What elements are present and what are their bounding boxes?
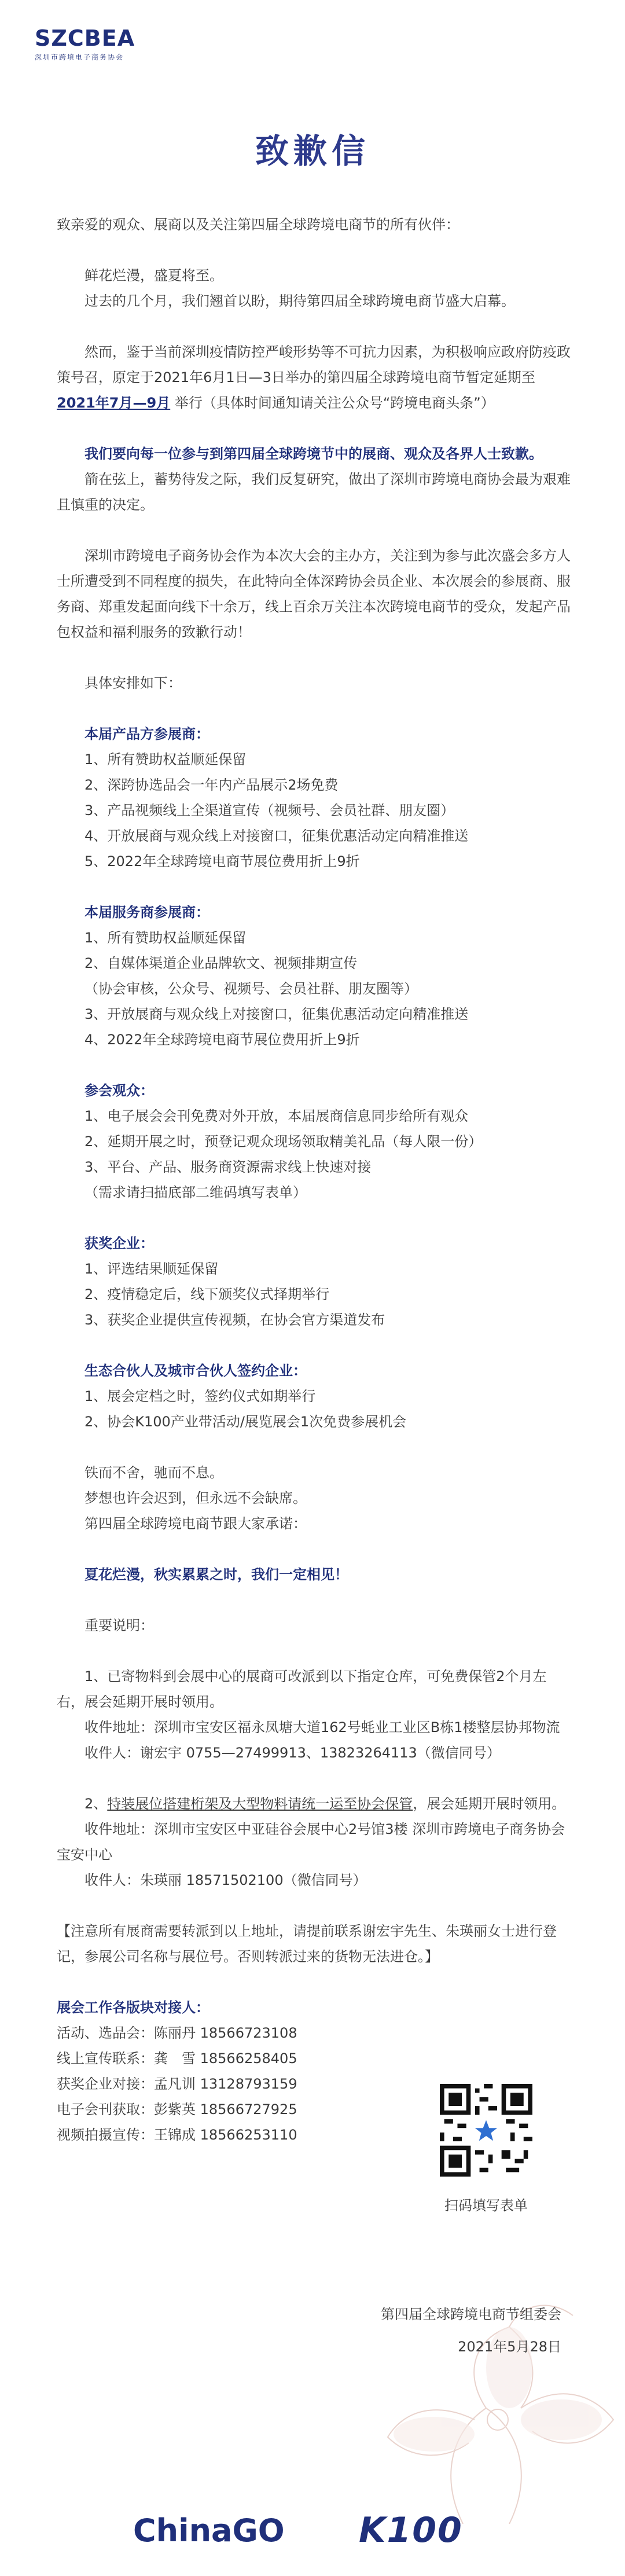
list-item: 2、疫情稳定后，线下颁奖仪式择期举行: [84, 1286, 330, 1302]
section-exhibitors: [57, 721, 572, 874]
qr-code[interactable]: [440, 2084, 532, 2177]
contact-row: 活动、选品会：陈丽丹 18566723108: [57, 2025, 297, 2041]
list-item: 2、协会K100产业带活动/展览展会1次免费参展机会: [84, 1414, 407, 1430]
note-2-address: 收件地址：深圳市宝安区中亚硅谷会展中心2号馆3楼 深圳市跨境电子商务协会宝安中心: [57, 1821, 565, 1863]
intro-1: 鲜花烂漫，盛夏将至。: [84, 267, 223, 284]
closing-1: 铁而不舍，驰而不息。: [84, 1465, 223, 1481]
szcbea-logo: [35, 25, 135, 62]
footer: [0, 2507, 625, 2553]
section-head: 本届产品方参展商：: [84, 726, 209, 742]
note-2-a: 2、: [84, 1796, 108, 1812]
contact-row: 获奖企业对接：孟凡训 13128793159: [57, 2076, 297, 2092]
section-head: 本届服务商参展商：: [84, 904, 209, 920]
section-head: 获奖企业：: [84, 1235, 154, 1252]
page-title: 致歉信: [255, 131, 370, 171]
note-1-recipient: 收件人：谢宏宇 0755—27499913、13823264113（微信同号）: [84, 1745, 501, 1761]
note-1-address: 收件地址：深圳市宝安区福永凤塘大道162号蚝业工业区B栋1楼整层协邦物流: [84, 1719, 560, 1735]
contact-row: 电子会刊获取：彭紫英 18566727925: [57, 2101, 297, 2118]
list-item: （协会审核，公众号、视频号、会员社群、朋友圈等）: [84, 981, 418, 997]
contact-row: 线上宣传联系：龚 雪 18566258405: [57, 2050, 297, 2067]
reason-b: 举行（具体时间通知请关注公众号“跨境电商头条”）: [174, 395, 495, 411]
notes-head: 重要说明：: [84, 1617, 154, 1634]
letter-body: [57, 212, 572, 2148]
list-item: 4、2022年全球跨境电商节展位费用折上9折: [84, 1032, 360, 1048]
note-2: [57, 1791, 572, 1817]
list-item: 3、获奖企业提供宣传视频，在协会官方渠道发布: [84, 1312, 385, 1328]
note-2-b: ，展会延期开展时领用。: [413, 1796, 566, 1812]
closing-2: 梦想也许会迟到，但永远不会缺席。: [84, 1490, 307, 1506]
sign-date: 2021年5月28日: [458, 2339, 561, 2355]
reason-date: 2021年7月—9月: [57, 395, 171, 411]
section-award-winners: [57, 1231, 572, 1333]
list-item: 1、电子展会会刊免费对外开放，本届展商信息同步给所有观众: [84, 1108, 469, 1124]
list-item: （需求请扫描底部二维码填写表单）: [84, 1184, 307, 1201]
section-head: 参会观众：: [84, 1082, 154, 1099]
note-2-underlined: 特装展位搭建桁架及大型物料请统一运至协会保管: [107, 1796, 413, 1812]
flower-decoration: [289, 2234, 625, 2524]
list-item: 3、开放展商与观众线上对接窗口，征集优惠活动定向精准推送: [84, 1006, 469, 1022]
section-head: 生态合伙人及城市合伙人签约企业：: [84, 1363, 307, 1379]
qr-caption: 扫码填写表单: [444, 2197, 528, 2214]
chinago-logo: ChinaGO: [133, 2512, 285, 2549]
list-item: 1、所有赞助权益顺延保留: [84, 930, 247, 946]
list-item: 1、展会定档之时，签约仪式如期举行: [84, 1388, 316, 1404]
note-2-recipient: 收件人：朱瑛丽 18571502100（微信同号）: [84, 1872, 367, 1888]
section-partners: [57, 1358, 572, 1434]
list-item: 1、评选结果顺延保留: [84, 1261, 219, 1277]
section-visitors: [57, 1078, 572, 1205]
logo-subtitle: 深圳市跨境电子商务协会: [35, 53, 124, 61]
closing-3: 第四届全球跨境电商节跟大家承诺：: [84, 1515, 307, 1532]
intro-2: 过去的几个月，我们翘首以盼，期待第四届全球跨境电商节盛大启幕。: [84, 293, 515, 309]
list-item: 2、深跨协选品会一年内产品展示2场免费: [84, 777, 339, 793]
notice: 【注意所有展商需要转派到以上地址，请提前联系谢宏宇先生、朱瑛丽女士进行登记，参展公司名称与展位号。否则转派过来的货物无法进仓。】: [57, 1923, 557, 1965]
contact-row: 视频拍摄宣传：王锦成 18566253110: [57, 2127, 297, 2143]
apology-bold: 我们要向每一位参与到第四届全球跨境节中的展商、观众及各界人士致歉。: [84, 446, 543, 462]
k100-logo: K100: [359, 2510, 463, 2551]
signature-block: [381, 2298, 561, 2363]
plan-intro: 具体安排如下：: [84, 675, 182, 691]
reason-paragraph: [57, 339, 572, 416]
list-item: 5、2022年全球跨境电商节展位费用折上9折: [84, 853, 360, 869]
reason-a: 然而，鉴于当前深圳疫情防控严峻形势等不可抗力因素，为积极响应政府防疫政策号召，原定于2021年6月1日—3日举办的第四届全球跨境电商节暂定延期至: [57, 344, 571, 386]
promise: 夏花烂漫，秋实累累之时，我们一定相见！: [84, 1566, 348, 1583]
list-item: 2、延期开展之时，预登记观众现场领取精美礼品（每人限一份）: [84, 1133, 483, 1150]
note-1: 1、已寄物料到会展中心的展商可改派到以下指定仓库，可免费保管2个月左右，展会延期开展时领用。: [57, 1668, 547, 1710]
logo-text: SZCBEA: [35, 25, 135, 51]
list-item: 4、开放展商与观众线上对接窗口，征集优惠活动定向精准推送: [84, 828, 469, 844]
list-item: 3、产品视频线上全渠道宣传（视频号、会员社群、朋友圈）: [84, 802, 455, 819]
greeting: 致亲爱的观众、展商以及关注第四届全球跨境电商节的所有伙伴：: [57, 216, 459, 233]
sign-organization: 第四届全球跨境电商节组委会: [381, 2306, 561, 2322]
apology: 箭在弦上，蓄势待发之际，我们反复研究，做出了深圳市跨境电商协会最为艰难且慎重的决定。: [57, 471, 571, 513]
section-service-providers: [57, 900, 572, 1052]
contacts-head: 展会工作各版块对接人：: [57, 1999, 209, 2016]
host-paragraph: 深圳市跨境电子商务协会作为本次大会的主办方，关注到为参与此次盛会多方人士所遭受到不同程度的损失，在此特向全体深跨协会员企业、本次展会的参展商、服务商、郑重发起面向线下十余万，线上百余万关注本次跨境电商节的受众，发起产品包权益和福利服务的致歉行动！: [57, 548, 571, 640]
list-item: 2、自媒体渠道企业品牌软文、视频排期宣传: [84, 955, 358, 971]
list-item: 1、所有赞助权益顺延保留: [84, 751, 247, 768]
list-item: 3、平台、产品、服务商资源需求线上快速对接: [84, 1159, 372, 1175]
